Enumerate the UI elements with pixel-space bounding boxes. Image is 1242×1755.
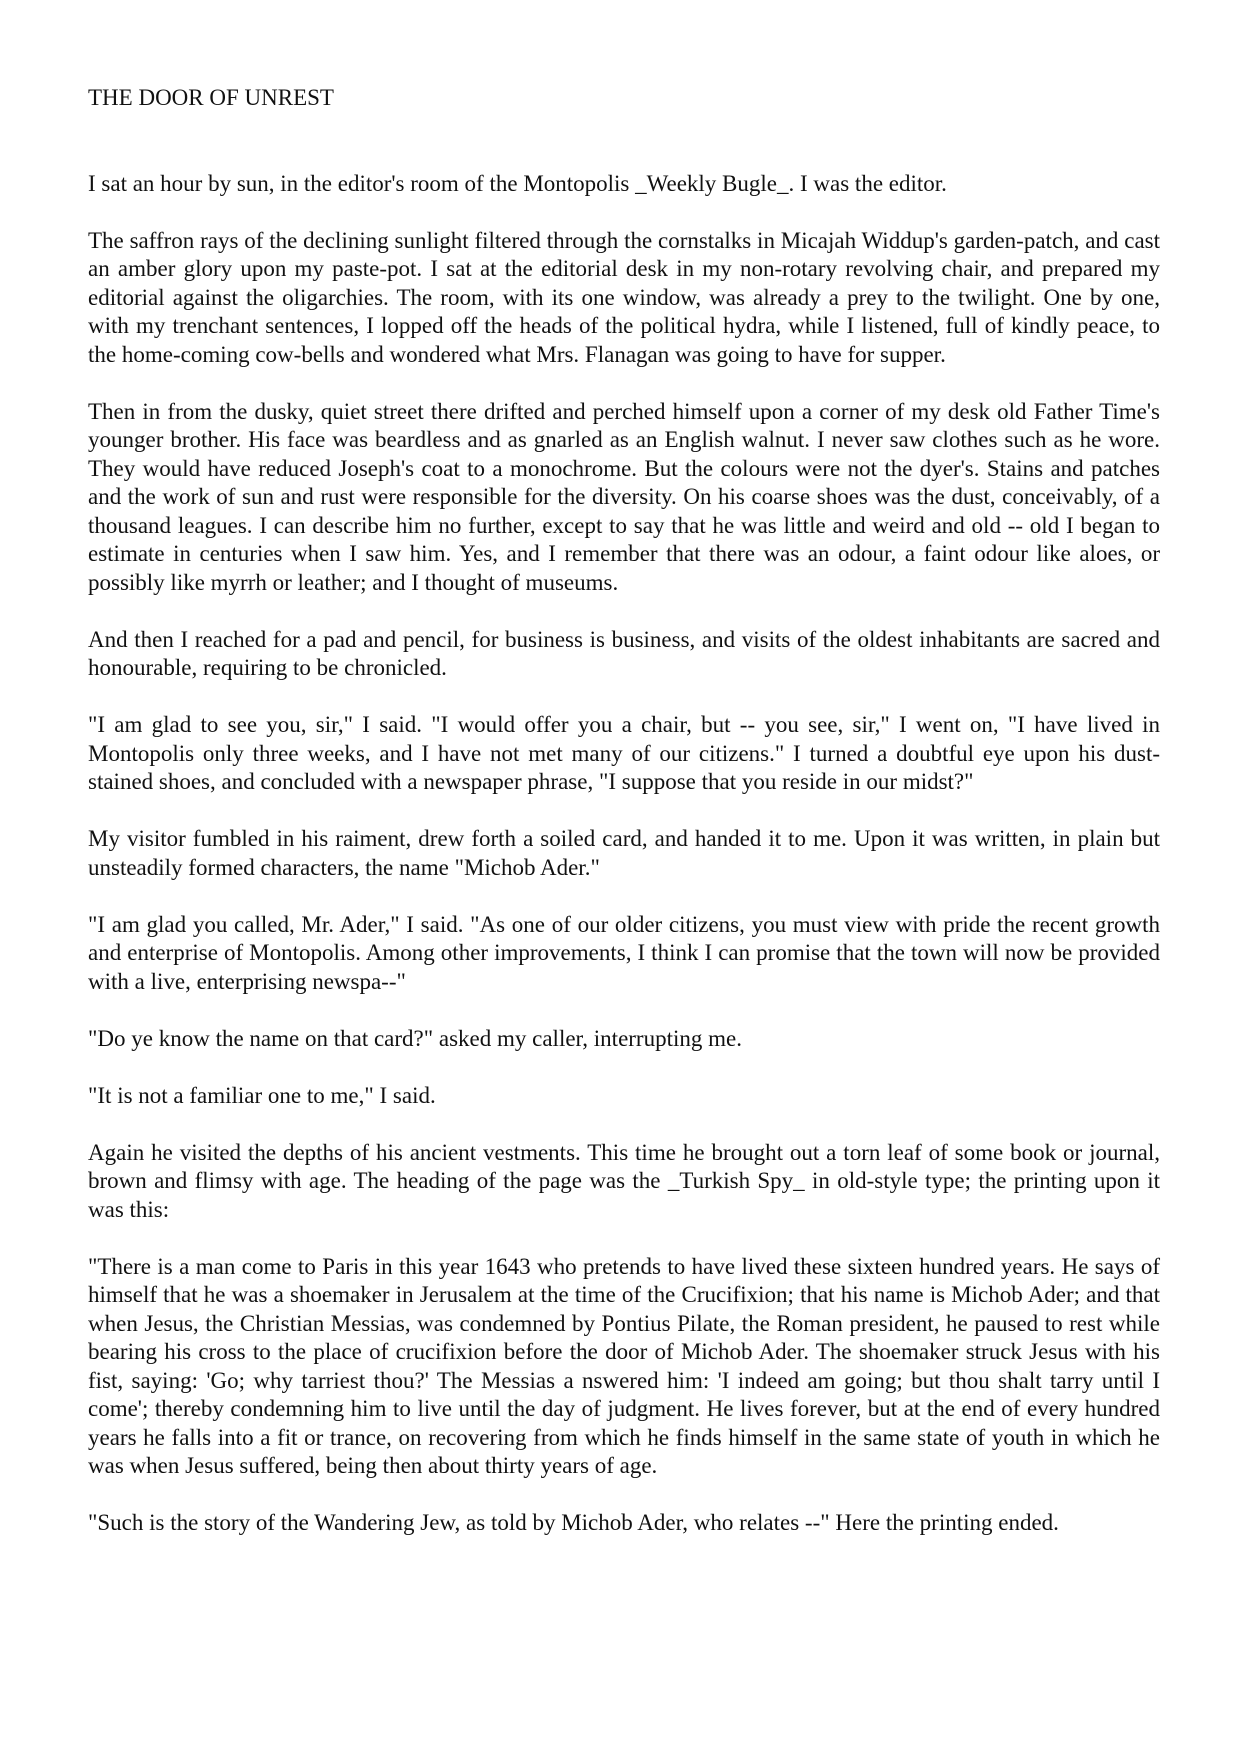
paragraph: The saffron rays of the declining sunlight filtered through the cornstalks in Micajah Widdup's garden-patch, and cast an amber glory upon my paste-pot. I sat at the editorial desk in my non-rotary revolving chair, and prepared my editorial against the oligarchies. The room, with its one window, was already a prey to the twilight. One by one, with my trenchant sentences, I lopped off the heads of the political hydra, while I listened, full of kindly peace, to the home-coming cow-bells and wondered what Mrs. Flanagan was going to have for supper. xyxy=(88,227,1160,367)
paragraph: My visitor fumbled in his raiment, drew forth a soiled card, and handed it to me. Upon it was written, in plain but unsteadily formed characters, the name "Michob Ader." xyxy=(88,826,1160,880)
document-page xyxy=(88,84,1160,1566)
document-title: THE DOOR OF UNREST xyxy=(88,85,334,110)
paragraph: "I am glad you called, Mr. Ader," I said. "As one of our older citizens, you must view with pride the recent growth and enterprise of Montopolis. Among other improvements, I think I can promise that the town will now be provided with a live, enterprising newspa--" xyxy=(88,911,1160,994)
paragraph: "There is a man come to Paris in this year 1643 who pretends to have lived these sixteen hundred years. He says of himself that he was a shoemaker in Jerusalem at the time of the Crucifixion; that his name is Michob Ader; and that when Jesus, the Christian Messias, was condemned by Pontius Pilate, the Roman president, he paused to rest while bearing his cross to the place of crucifixion before the door of Michob Ader. The shoemaker struck Jesus with his fist, saying: 'Go; why tarriest thou?' The Messias a nswered him: 'I indeed am going; but thou shalt tarry until I come'; thereby condemning him to live until the day of judgment. He lives forever, but at the end of every hundred years he falls into a fit or trance, on recovering from which he finds himself in the same state of youth in which he was when Jesus suffered, being then about thirty years of age. xyxy=(88,1253,1160,1478)
paragraph: "I am glad to see you, sir," I said. "I would offer you a chair, but -- you see, sir," I went on, "I have lived in Montopolis only three weeks, and I have not met many of our citizens." I turned a doubtful eye upon his dust-stained shoes, and concluded with a newspaper phrase, "I suppose that you reside in our midst?" xyxy=(88,712,1160,794)
paragraph: Then in from the dusky, quiet street there drifted and perched himself upon a corner of my desk old Father Time's younger brother. His face was beardless and as gnarled as an English walnut. I never saw clothes such as he wore. They would have reduced Joseph's coat to a monochrome. But the colours were not the dyer's. Stains and patches and the work of sun and rust were responsible for the diversity. On his coarse shoes was the dust, conceivably, of a thousand leagues. I can describe him no further, except to say that he was little and weird and old -- old I began to estimate in centuries when I saw him. Yes, and I remember that there was an odour, a faint odour like aloes, or possibly like myrrh or leather; and I thought of museums. xyxy=(88,398,1160,595)
paragraph: Again he visited the depths of his ancient vestments. This time he brought out a torn leaf of some book or journal, brown and flimsy with age. The heading of the page was the _Turkish Spy_ in old-style type; the printing upon it was this: xyxy=(88,1139,1160,1222)
paragraph: "Do ye know the name on that card?" asked my caller, interrupting me. xyxy=(88,1025,742,1051)
paragraph: "Such is the story of the Wandering Jew, as told by Michob Ader, who relates --" Here the printing ended. xyxy=(88,1510,1059,1535)
paragraph: "It is not a familiar one to me," I said. xyxy=(88,1082,436,1108)
paragraph: And then I reached for a pad and pencil, for business is business, and visits of the oldest inhabitants are sacred and honourable, requiring to be chronicled. xyxy=(88,626,1160,680)
paragraph: I sat an hour by sun, in the editor's room of the Montopolis _Weekly Bugle_. I was the editor. xyxy=(88,170,947,196)
